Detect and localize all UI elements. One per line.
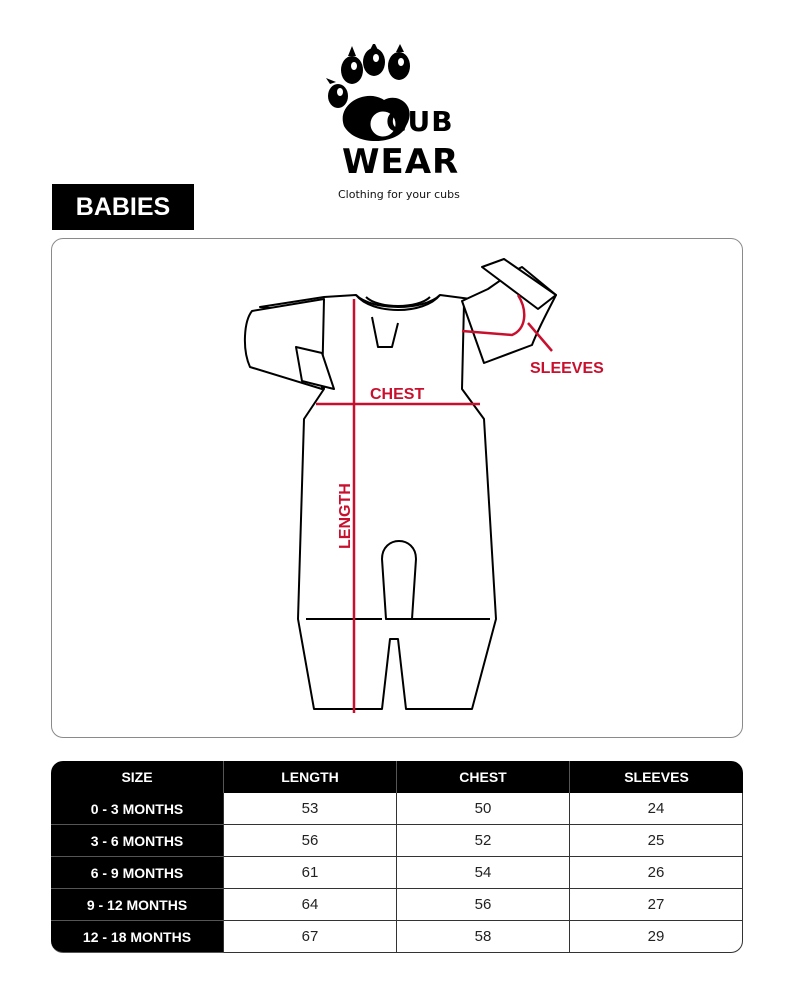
sleeves-cell: 27 <box>570 889 743 921</box>
romper-diagram <box>52 239 744 739</box>
section-title-babies: BABIES <box>52 184 194 230</box>
table-row <box>51 825 743 857</box>
table-row <box>51 793 743 825</box>
table-row <box>51 889 743 921</box>
chest-cell: 52 <box>397 825 570 857</box>
table-header-row <box>51 761 743 793</box>
header-sleeves: SLEEVES <box>570 761 743 793</box>
length-cell: 61 <box>224 857 397 889</box>
length-label: LENGTH <box>337 483 354 549</box>
header-chest: CHEST <box>397 761 570 793</box>
size-cell: 9 - 12 MONTHS <box>51 889 224 921</box>
romper-outline <box>245 259 556 709</box>
chest-cell: 56 <box>397 889 570 921</box>
chest-cell: 50 <box>397 793 570 825</box>
length-cell: 67 <box>224 921 397 953</box>
garment-diagram-panel <box>51 238 743 738</box>
size-cell: 3 - 6 MONTHS <box>51 825 224 857</box>
chest-cell: 54 <box>397 857 570 889</box>
length-cell: 56 <box>224 825 397 857</box>
table-row <box>51 921 743 953</box>
sleeves-cell: 29 <box>570 921 743 953</box>
size-cell: 12 - 18 MONTHS <box>51 921 224 953</box>
size-cell: 6 - 9 MONTHS <box>51 857 224 889</box>
chest-cell: 58 <box>397 921 570 953</box>
length-cell: 64 <box>224 889 397 921</box>
sleeves-label: SLEEVES <box>530 360 604 377</box>
cub-wear-logo <box>326 44 476 214</box>
table-row <box>51 857 743 889</box>
size-chart-table <box>51 761 743 953</box>
size-cell: 0 - 3 MONTHS <box>51 793 224 825</box>
length-cell: 53 <box>224 793 397 825</box>
sleeves-cell: 24 <box>570 793 743 825</box>
sleeves-cell: 26 <box>570 857 743 889</box>
logo-word-wear: WEAR <box>342 142 460 182</box>
sleeves-cell: 25 <box>570 825 743 857</box>
header-length: LENGTH <box>224 761 397 793</box>
header-size: SIZE <box>51 761 224 793</box>
logo-word-cub: CUB <box>386 105 454 138</box>
chest-label: CHEST <box>370 386 425 403</box>
brand-tagline: Clothing for your cubs <box>338 188 460 201</box>
